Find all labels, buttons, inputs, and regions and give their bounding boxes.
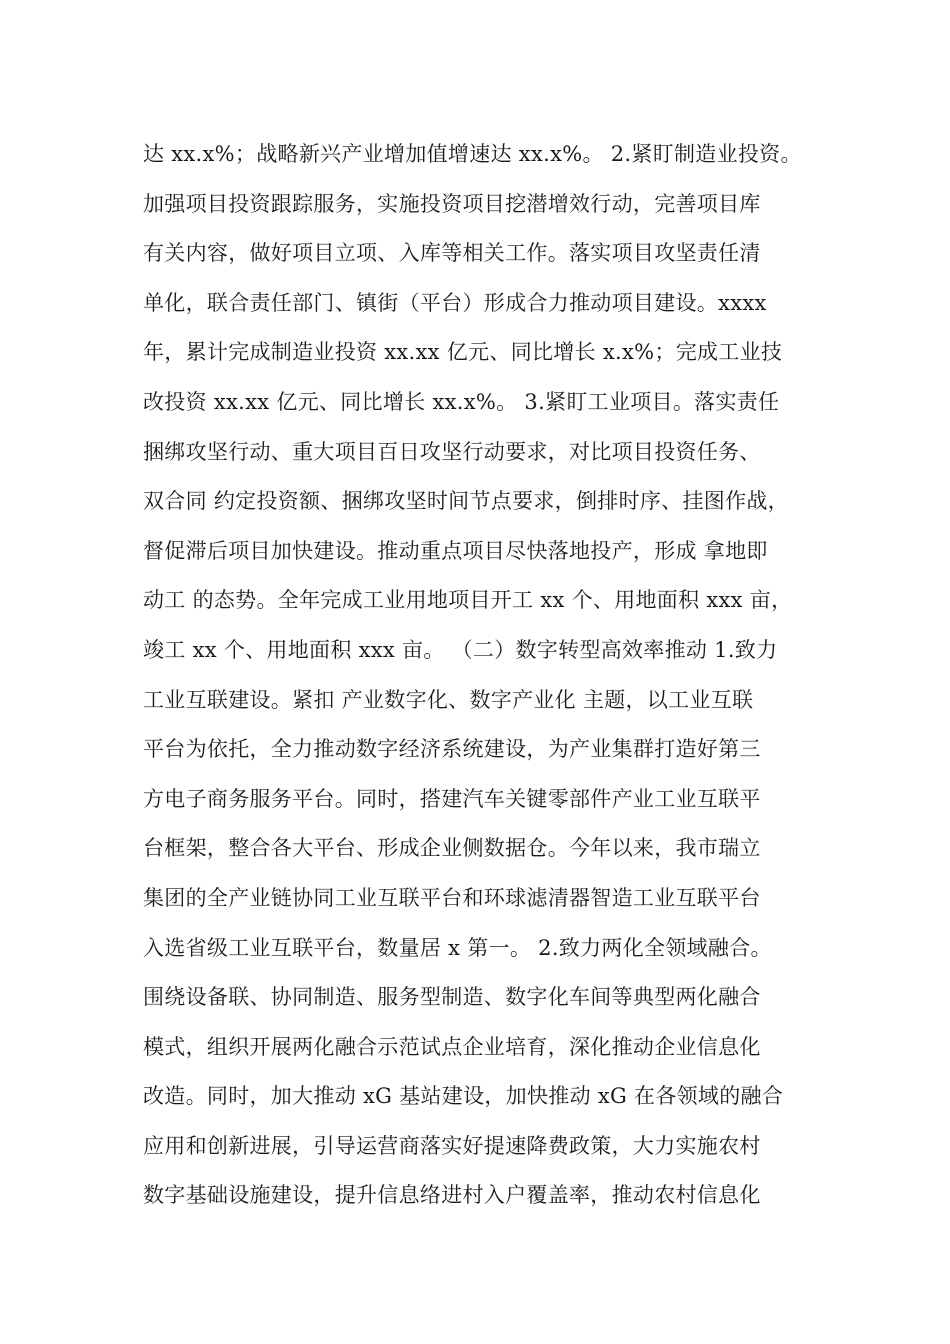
text-line: 应用和创新进展，引导运营商落实好提速降费政策，大力实施农村: [143, 1133, 761, 1158]
text-line: 动工 的态势。全年完成工业用地项目开工 xx 个、用地面积 xxx 亩，: [143, 588, 793, 613]
text-line: 有关内容，做好项目立项、入库等相关工作。落实项目攻坚责任清: [143, 241, 761, 266]
text-line: 模式，组织开展两化融合示范试点企业培育，深化推动企业信息化: [143, 1034, 761, 1059]
text-line: 双合同 约定投资额、捆绑攻坚时间节点要求，倒排时序、挂图作战，: [143, 489, 789, 514]
text-line: 改投资 xx.xx 亿元、同比增长 xx.x%。 3.紧盯工业项目。落实责任: [143, 389, 780, 414]
text-line: 捆绑攻坚行动、重大项目百日攻坚行动要求，对比项目投资任务、: [143, 439, 761, 464]
text-line: 平台为依托，全力推动数字经济系统建设，为产业集群打造好第三: [143, 737, 761, 762]
text-line: 督促滞后项目加快建设。推动重点项目尽快落地投产，形成 拿地即: [143, 538, 768, 563]
text-line: 方电子商务服务平台。同时，搭建汽车关键零部件产业工业互联平: [143, 786, 761, 811]
text-line: 工业互联建设。紧扣 产业数字化、数字产业化 主题，以工业互联: [143, 687, 754, 712]
text-line: 年，累计完成制造业投资 xx.xx 亿元、同比增长 x.x%；完成工业技: [143, 340, 783, 365]
text-line: 达 xx.x%；战略新兴产业增加值增速达 xx.x%。 2.紧盯制造业投资。: [143, 142, 802, 166]
text-line: 单化，联合责任部门、镇街（平台）形成合力推动项目建设。xxxx: [143, 290, 767, 315]
text-line: 入选省级工业互联平台，数量居 x 第一。 2.致力两化全领域融合。: [143, 935, 772, 960]
text-line: 竣工 xx 个、用地面积 xxx 亩。 （二）数字转型高效率推动 1.致力: [143, 637, 778, 662]
text-line: 台框架，整合各大平台、形成企业侧数据仓。今年以来，我市瑞立: [143, 836, 761, 861]
text-line: 加强项目投资跟踪服务，实施投资项目挖潜增效行动，完善项目库: [143, 191, 761, 216]
text-line: 集团的全产业链协同工业互联平台和环球滤清器智造工业互联平台: [143, 885, 761, 910]
text-line: 围绕设备联、协同制造、服务型制造、数字化车间等典型两化融合: [143, 985, 761, 1010]
text-line: 改造。同时，加大推动 xG 基站建设，加快推动 xG 在各领域的融合: [143, 1084, 784, 1109]
text-line: 数字基础设施建设，提升信息络进村入户覆盖率，推动农村信息化: [143, 1183, 761, 1208]
body-text: [143, 130, 823, 1221]
